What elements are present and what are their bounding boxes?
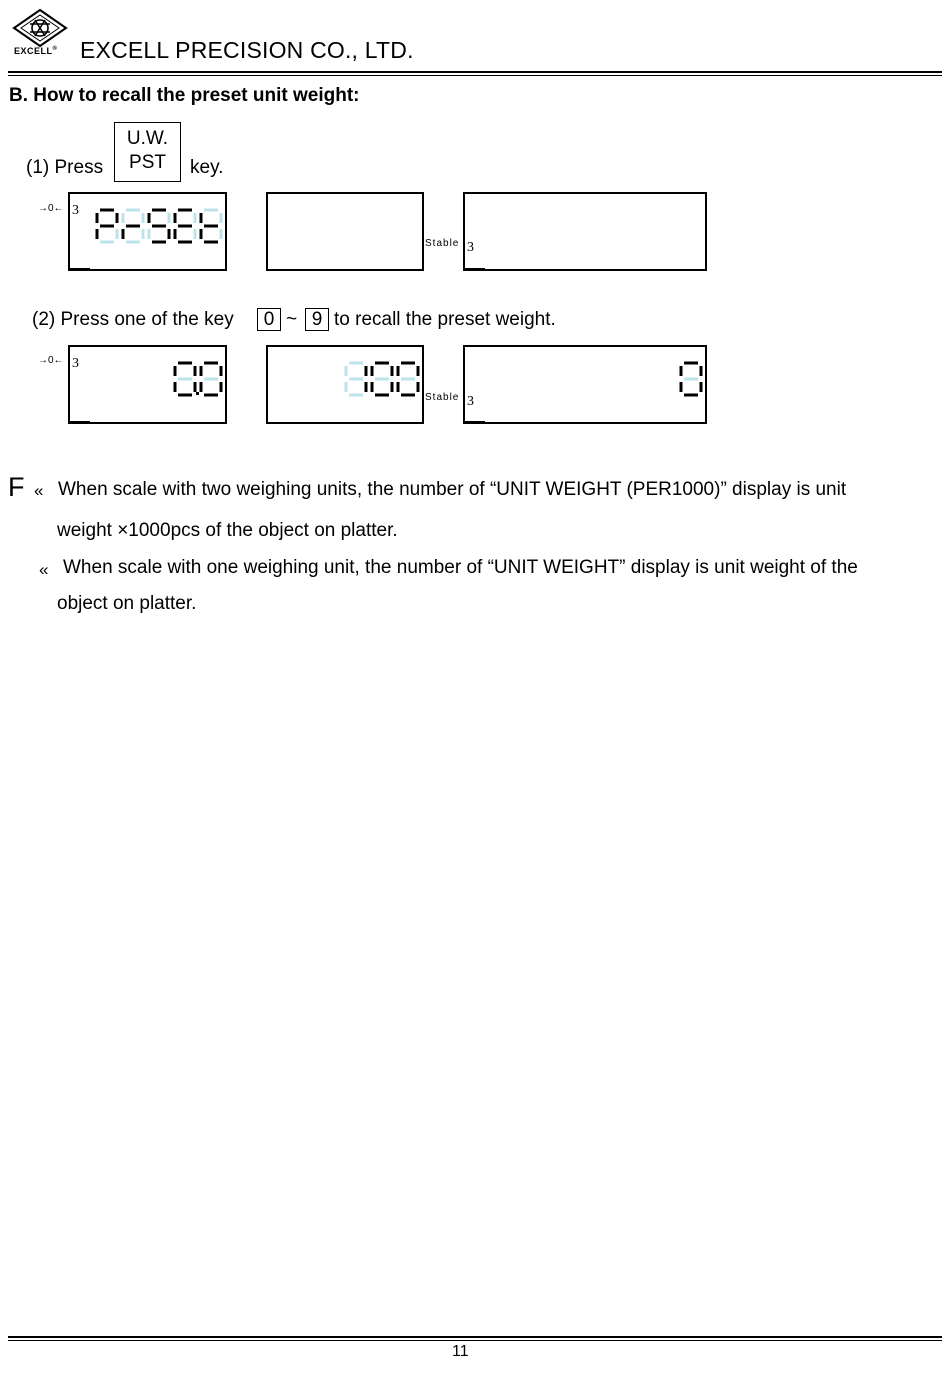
step1-prefix: (1) Press [26, 157, 104, 178]
zero-indicator: →0← [38, 203, 64, 214]
uw-pst-key-line1: U.W. [126, 128, 169, 149]
stable-label: Stable [425, 392, 460, 403]
uw-pst-key[interactable] [114, 122, 181, 182]
footer-rule-thin [8, 1340, 942, 1341]
unit-mark: 3 [72, 203, 79, 218]
lcd-count-display [463, 345, 707, 424]
key-9[interactable]: 9 [305, 308, 329, 331]
tilde: ~ [286, 309, 298, 330]
tick-mark [68, 268, 90, 270]
lcd-weight-display [68, 345, 227, 424]
lcd-unit-weight-display [266, 345, 424, 424]
brand-wordmark: EXCELL® [14, 46, 58, 56]
section-title: B. How to recall the preset unit weight: [9, 85, 360, 106]
uw-pst-key-line2: PST [129, 152, 166, 173]
zero-indicator: →0← [38, 355, 64, 366]
page-number: 11 [452, 1343, 469, 1360]
unit-mark: 3 [72, 356, 79, 371]
unit-mark: 3 [467, 240, 474, 255]
note1-line1: When scale with two weighing units, the number of “UNIT WEIGHT (PER1000)” display is unit [58, 479, 847, 500]
note-bullet: « [34, 481, 44, 500]
lcd-count-display [463, 192, 707, 271]
tick-mark [463, 421, 485, 423]
note-bullet: « [39, 560, 49, 579]
lcd-unit-weight-display [266, 192, 424, 271]
company-name: EXCELL PRECISION CO., LTD. [80, 37, 414, 63]
step2-suffix: to recall the preset weight. [334, 309, 556, 330]
note1-line2: weight ×1000pcs of the object on platter. [57, 520, 398, 541]
lcd-weight-display [68, 192, 227, 271]
note-marker-icon: F [8, 472, 25, 502]
step1-suffix: key. [190, 157, 224, 178]
tick-mark [463, 268, 485, 270]
step2-prefix: (2) Press one of the key [32, 309, 234, 330]
note2-line2: object on platter. [57, 593, 197, 614]
unit-mark: 3 [467, 394, 474, 409]
header-rule [8, 71, 942, 73]
key-0[interactable]: 0 [257, 308, 281, 331]
note2-line1: When scale with one weighing unit, the number of “UNIT WEIGHT” display is unit weight of the [63, 557, 858, 578]
tick-mark [68, 421, 90, 423]
lcd-decimal-point [196, 392, 199, 395]
header-rule-thin [8, 75, 942, 76]
footer-rule [8, 1336, 942, 1338]
stable-label: Stable [425, 238, 460, 249]
